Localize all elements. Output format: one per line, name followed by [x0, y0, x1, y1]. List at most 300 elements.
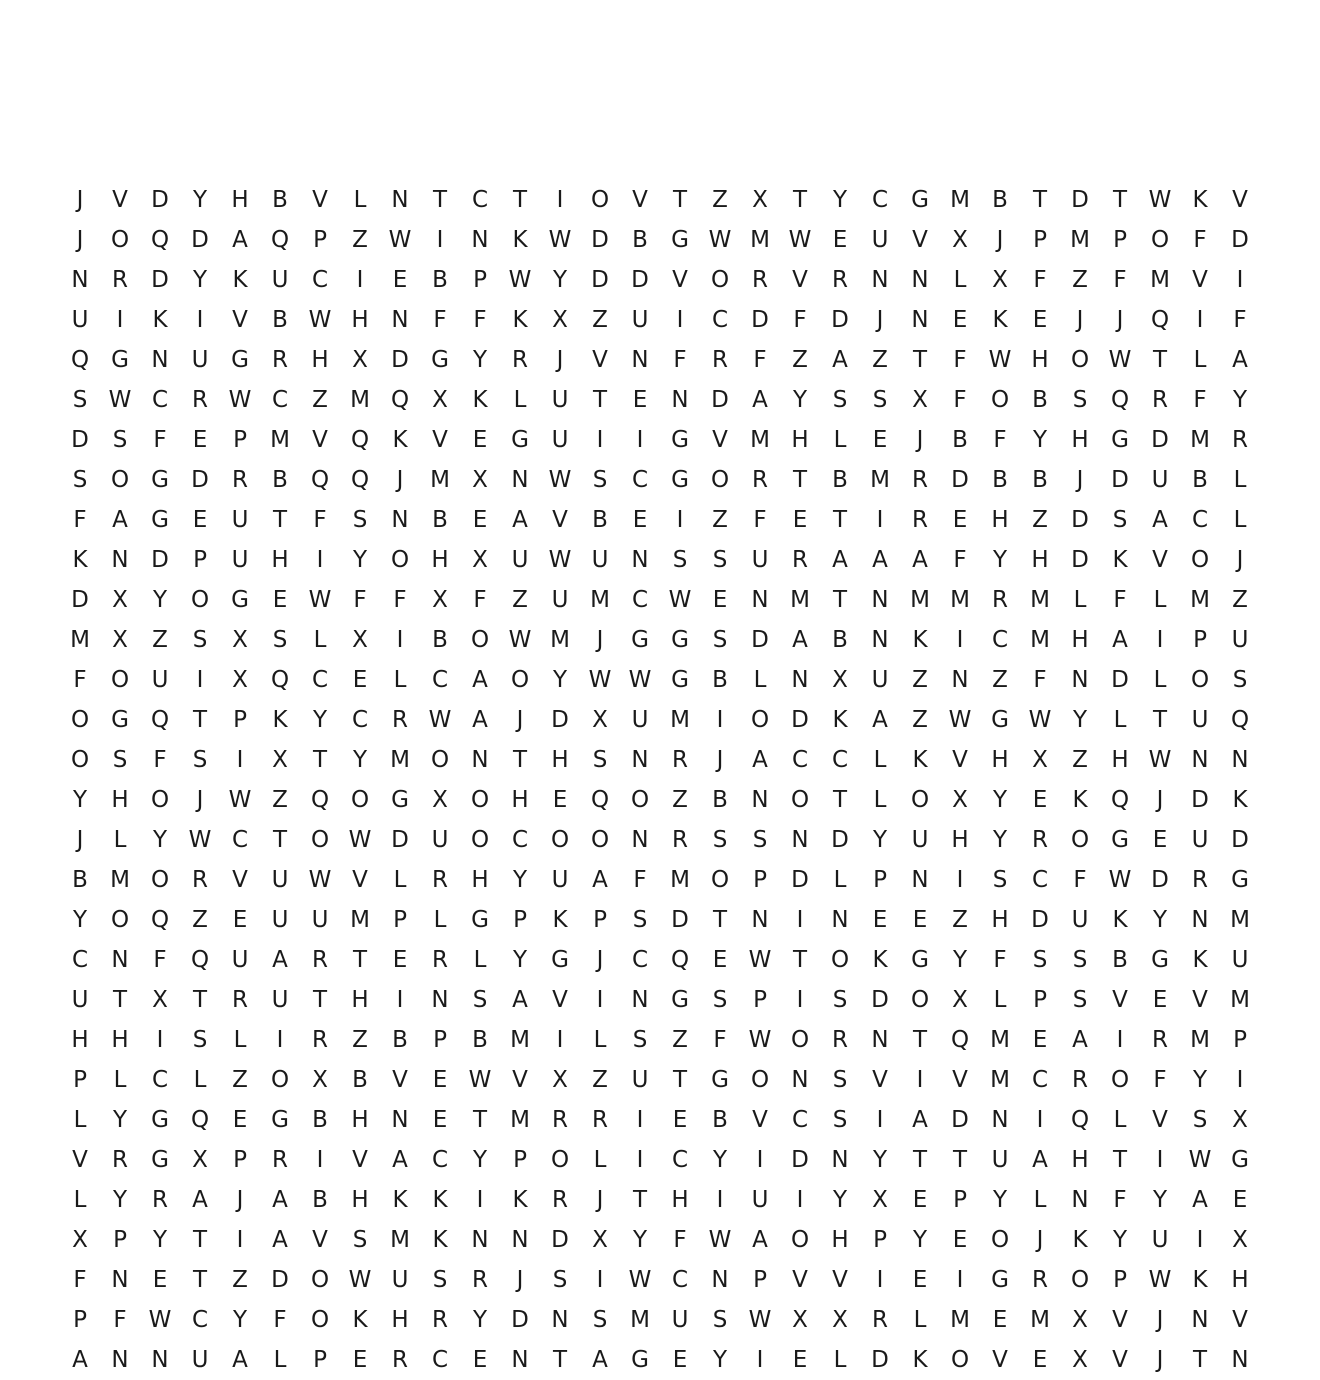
- letter-cell[interactable]: D: [271, 1267, 289, 1293]
- letter-cell[interactable]: A: [1192, 1187, 1208, 1213]
- letter-cell[interactable]: W: [348, 827, 372, 853]
- letter-cell[interactable]: A: [392, 1147, 408, 1173]
- letter-cell[interactable]: X: [592, 1227, 608, 1253]
- letter-cell[interactable]: V: [1112, 1307, 1128, 1333]
- letter-cell[interactable]: S: [632, 907, 648, 933]
- letter-cell[interactable]: D: [1111, 467, 1129, 493]
- letter-cell[interactable]: H: [311, 347, 329, 373]
- letter-cell[interactable]: X: [472, 547, 488, 573]
- letter-cell[interactable]: R: [1192, 867, 1208, 893]
- letter-cell[interactable]: C: [871, 187, 889, 213]
- letter-cell[interactable]: U: [671, 1307, 689, 1333]
- letter-cell[interactable]: Q: [310, 467, 330, 493]
- letter-cell[interactable]: S: [712, 547, 728, 573]
- letter-cell[interactable]: S: [192, 1027, 208, 1053]
- letter-cell[interactable]: L: [753, 667, 767, 693]
- letter-cell[interactable]: W: [508, 627, 532, 653]
- letter-cell[interactable]: K: [72, 547, 88, 573]
- letter-cell[interactable]: Y: [352, 747, 368, 773]
- letter-cell[interactable]: H: [671, 1187, 689, 1213]
- letter-cell[interactable]: J: [76, 227, 84, 253]
- letter-cell[interactable]: H: [1071, 427, 1089, 453]
- letter-cell[interactable]: O: [750, 1067, 770, 1093]
- letter-cell[interactable]: Q: [270, 227, 290, 253]
- letter-cell[interactable]: B: [272, 187, 288, 213]
- letter-cell[interactable]: F: [473, 587, 487, 613]
- letter-cell[interactable]: T: [832, 787, 848, 813]
- letter-cell[interactable]: N: [471, 747, 489, 773]
- letter-cell[interactable]: F: [1073, 867, 1087, 893]
- letter-cell[interactable]: F: [73, 667, 87, 693]
- letter-cell[interactable]: G: [151, 507, 169, 533]
- letter-cell[interactable]: Y: [1152, 907, 1168, 933]
- letter-cell[interactable]: N: [1071, 1187, 1089, 1213]
- letter-cell[interactable]: P: [753, 867, 767, 893]
- letter-cell[interactable]: J: [596, 627, 604, 653]
- letter-cell[interactable]: L: [1153, 667, 1167, 693]
- letter-cell[interactable]: R: [672, 747, 688, 773]
- letter-cell[interactable]: E: [272, 587, 288, 613]
- letter-cell[interactable]: A: [832, 547, 848, 573]
- letter-cell[interactable]: E: [672, 1347, 688, 1373]
- letter-cell[interactable]: Z: [672, 1027, 688, 1053]
- letter-cell[interactable]: A: [472, 667, 488, 693]
- letter-cell[interactable]: O: [190, 587, 210, 613]
- letter-cell[interactable]: Q: [590, 787, 610, 813]
- letter-cell[interactable]: R: [392, 707, 408, 733]
- letter-cell[interactable]: Z: [792, 347, 808, 373]
- letter-cell[interactable]: D: [71, 587, 89, 613]
- letter-cell[interactable]: Z: [192, 907, 208, 933]
- letter-cell[interactable]: V: [1192, 987, 1208, 1013]
- letter-cell[interactable]: V: [752, 1107, 768, 1133]
- letter-cell[interactable]: I: [1236, 267, 1244, 293]
- letter-cell[interactable]: E: [432, 1107, 448, 1133]
- letter-cell[interactable]: Q: [150, 707, 170, 733]
- letter-cell[interactable]: B: [712, 1107, 728, 1133]
- letter-cell[interactable]: E: [232, 1107, 248, 1133]
- letter-cell[interactable]: B: [632, 227, 648, 253]
- letter-cell[interactable]: E: [192, 427, 208, 453]
- letter-cell[interactable]: Z: [712, 507, 728, 533]
- letter-cell[interactable]: M: [670, 707, 690, 733]
- letter-cell[interactable]: L: [1233, 507, 1247, 533]
- letter-cell[interactable]: R: [752, 467, 768, 493]
- letter-cell[interactable]: O: [790, 1227, 810, 1253]
- letter-cell[interactable]: W: [148, 1307, 172, 1333]
- letter-cell[interactable]: F: [953, 547, 967, 573]
- letter-cell[interactable]: T: [792, 467, 808, 493]
- letter-cell[interactable]: B: [1032, 467, 1048, 493]
- letter-cell[interactable]: N: [151, 347, 169, 373]
- letter-cell[interactable]: R: [112, 267, 128, 293]
- letter-cell[interactable]: W: [1108, 867, 1132, 893]
- letter-cell[interactable]: T: [1152, 707, 1168, 733]
- letter-cell[interactable]: Y: [472, 347, 488, 373]
- letter-cell[interactable]: I: [196, 667, 204, 693]
- letter-cell[interactable]: X: [872, 1187, 888, 1213]
- letter-cell[interactable]: I: [196, 307, 204, 333]
- letter-cell[interactable]: N: [431, 987, 449, 1013]
- letter-cell[interactable]: J: [596, 1187, 604, 1213]
- letter-cell[interactable]: Y: [1192, 1067, 1208, 1093]
- letter-cell[interactable]: R: [832, 1027, 848, 1053]
- letter-cell[interactable]: U: [1151, 1227, 1169, 1253]
- letter-cell[interactable]: E: [152, 1267, 168, 1293]
- letter-cell[interactable]: G: [631, 627, 649, 653]
- letter-cell[interactable]: G: [231, 347, 249, 373]
- letter-cell[interactable]: O: [150, 787, 170, 813]
- letter-cell[interactable]: A: [1032, 1147, 1048, 1173]
- letter-cell[interactable]: M: [390, 747, 410, 773]
- letter-cell[interactable]: Y: [112, 1187, 128, 1213]
- letter-cell[interactable]: W: [1188, 1147, 1212, 1173]
- letter-cell[interactable]: P: [513, 907, 527, 933]
- letter-cell[interactable]: M: [350, 907, 370, 933]
- letter-cell[interactable]: S: [472, 987, 488, 1013]
- letter-cell[interactable]: O: [310, 1307, 330, 1333]
- letter-cell[interactable]: L: [273, 1347, 287, 1373]
- letter-cell[interactable]: Q: [190, 947, 210, 973]
- letter-cell[interactable]: Y: [552, 267, 568, 293]
- letter-cell[interactable]: G: [1111, 827, 1129, 853]
- letter-cell[interactable]: A: [1232, 347, 1248, 373]
- letter-cell[interactable]: D: [511, 1307, 529, 1333]
- letter-cell[interactable]: Q: [1150, 307, 1170, 333]
- letter-cell[interactable]: M: [1190, 587, 1210, 613]
- letter-cell[interactable]: X: [112, 587, 128, 613]
- letter-cell[interactable]: T: [1152, 347, 1168, 373]
- letter-cell[interactable]: F: [1033, 267, 1047, 293]
- letter-cell[interactable]: A: [752, 1227, 768, 1253]
- letter-cell[interactable]: G: [151, 1147, 169, 1173]
- letter-cell[interactable]: H: [351, 987, 369, 1013]
- letter-cell[interactable]: P: [953, 1187, 967, 1213]
- letter-cell[interactable]: O: [910, 787, 930, 813]
- letter-cell[interactable]: B: [592, 507, 608, 533]
- letter-cell[interactable]: W: [668, 587, 692, 613]
- letter-cell[interactable]: W: [508, 267, 532, 293]
- letter-cell[interactable]: T: [912, 1027, 928, 1053]
- letter-cell[interactable]: Z: [272, 787, 288, 813]
- letter-cell[interactable]: W: [308, 867, 332, 893]
- letter-cell[interactable]: N: [511, 1347, 529, 1373]
- letter-cell[interactable]: V: [792, 1267, 808, 1293]
- letter-cell[interactable]: N: [871, 587, 889, 613]
- letter-cell[interactable]: N: [791, 1067, 809, 1093]
- letter-cell[interactable]: S: [992, 867, 1008, 893]
- letter-cell[interactable]: S: [352, 507, 368, 533]
- letter-cell[interactable]: V: [1232, 1307, 1248, 1333]
- letter-cell[interactable]: P: [1113, 227, 1127, 253]
- letter-cell[interactable]: U: [231, 947, 249, 973]
- letter-cell[interactable]: W: [468, 1067, 492, 1093]
- letter-cell[interactable]: A: [912, 547, 928, 573]
- letter-cell[interactable]: I: [596, 1267, 604, 1293]
- letter-cell[interactable]: T: [792, 947, 808, 973]
- letter-cell[interactable]: U: [751, 547, 769, 573]
- letter-cell[interactable]: G: [1231, 867, 1249, 893]
- letter-cell[interactable]: L: [1193, 347, 1207, 373]
- letter-cell[interactable]: P: [753, 1267, 767, 1293]
- letter-cell[interactable]: N: [511, 1227, 529, 1253]
- letter-cell[interactable]: T: [552, 1347, 568, 1373]
- letter-cell[interactable]: H: [1231, 1267, 1249, 1293]
- letter-cell[interactable]: D: [711, 387, 729, 413]
- letter-cell[interactable]: J: [1156, 787, 1164, 813]
- letter-cell[interactable]: W: [628, 667, 652, 693]
- letter-cell[interactable]: J: [876, 307, 884, 333]
- letter-cell[interactable]: M: [1030, 587, 1050, 613]
- letter-cell[interactable]: C: [191, 1307, 209, 1333]
- letter-cell[interactable]: P: [313, 1347, 327, 1373]
- letter-cell[interactable]: N: [911, 867, 929, 893]
- letter-cell[interactable]: J: [1036, 1227, 1044, 1253]
- letter-cell[interactable]: E: [472, 427, 488, 453]
- letter-cell[interactable]: R: [1032, 827, 1048, 853]
- letter-cell[interactable]: X: [232, 627, 248, 653]
- letter-cell[interactable]: K: [1232, 787, 1248, 813]
- letter-cell[interactable]: K: [432, 1187, 448, 1213]
- letter-cell[interactable]: L: [353, 187, 367, 213]
- letter-cell[interactable]: X: [952, 787, 968, 813]
- letter-cell[interactable]: X: [552, 307, 568, 333]
- letter-cell[interactable]: I: [156, 1027, 164, 1053]
- letter-cell[interactable]: E: [632, 387, 648, 413]
- letter-cell[interactable]: E: [1032, 1027, 1048, 1053]
- letter-cell[interactable]: Z: [872, 347, 888, 373]
- letter-cell[interactable]: N: [1191, 907, 1209, 933]
- letter-cell[interactable]: U: [1191, 707, 1209, 733]
- letter-cell[interactable]: G: [671, 467, 689, 493]
- letter-cell[interactable]: G: [151, 1107, 169, 1133]
- letter-cell[interactable]: O: [310, 827, 330, 853]
- letter-cell[interactable]: Q: [1110, 787, 1130, 813]
- letter-cell[interactable]: G: [1231, 1147, 1249, 1173]
- letter-cell[interactable]: P: [73, 1307, 87, 1333]
- letter-cell[interactable]: Y: [472, 1307, 488, 1333]
- letter-cell[interactable]: A: [232, 227, 248, 253]
- letter-cell[interactable]: Y: [632, 1227, 648, 1253]
- letter-cell[interactable]: D: [951, 1107, 969, 1133]
- letter-cell[interactable]: H: [951, 827, 969, 853]
- letter-cell[interactable]: F: [633, 867, 647, 893]
- letter-cell[interactable]: M: [1030, 1307, 1050, 1333]
- letter-cell[interactable]: R: [552, 1187, 568, 1213]
- letter-cell[interactable]: F: [393, 587, 407, 613]
- letter-cell[interactable]: X: [952, 987, 968, 1013]
- letter-cell[interactable]: H: [991, 747, 1009, 773]
- letter-cell[interactable]: C: [431, 1147, 449, 1173]
- letter-cell[interactable]: U: [631, 1067, 649, 1093]
- letter-cell[interactable]: O: [110, 667, 130, 693]
- letter-cell[interactable]: Q: [670, 947, 690, 973]
- letter-cell[interactable]: E: [952, 1227, 968, 1253]
- letter-cell[interactable]: C: [151, 1067, 169, 1093]
- letter-cell[interactable]: D: [191, 467, 209, 493]
- letter-cell[interactable]: R: [592, 1107, 608, 1133]
- letter-cell[interactable]: M: [750, 427, 770, 453]
- letter-cell[interactable]: Q: [1070, 1107, 1090, 1133]
- letter-cell[interactable]: S: [712, 1307, 728, 1333]
- letter-cell[interactable]: D: [831, 307, 849, 333]
- letter-cell[interactable]: D: [1231, 227, 1249, 253]
- letter-cell[interactable]: I: [716, 707, 724, 733]
- letter-cell[interactable]: N: [831, 1147, 849, 1173]
- letter-cell[interactable]: P: [873, 1227, 887, 1253]
- letter-cell[interactable]: E: [832, 227, 848, 253]
- letter-cell[interactable]: V: [232, 867, 248, 893]
- letter-cell[interactable]: C: [71, 947, 89, 973]
- letter-cell[interactable]: Y: [1072, 707, 1088, 733]
- letter-cell[interactable]: Y: [232, 1307, 248, 1333]
- letter-cell[interactable]: U: [311, 907, 329, 933]
- letter-cell[interactable]: T: [912, 347, 928, 373]
- letter-cell[interactable]: T: [472, 1107, 488, 1133]
- letter-cell[interactable]: A: [1152, 507, 1168, 533]
- letter-cell[interactable]: S: [112, 747, 128, 773]
- letter-cell[interactable]: U: [191, 347, 209, 373]
- letter-cell[interactable]: M: [1230, 987, 1250, 1013]
- letter-cell[interactable]: Z: [1232, 587, 1248, 613]
- letter-cell[interactable]: V: [392, 1067, 408, 1093]
- letter-cell[interactable]: Y: [152, 827, 168, 853]
- letter-cell[interactable]: O: [550, 827, 570, 853]
- letter-cell[interactable]: N: [511, 467, 529, 493]
- letter-cell[interactable]: D: [1231, 827, 1249, 853]
- letter-cell[interactable]: R: [232, 987, 248, 1013]
- letter-cell[interactable]: U: [551, 587, 569, 613]
- letter-cell[interactable]: T: [912, 1147, 928, 1173]
- letter-cell[interactable]: E: [872, 427, 888, 453]
- letter-cell[interactable]: I: [636, 427, 644, 453]
- letter-cell[interactable]: L: [833, 427, 847, 453]
- letter-cell[interactable]: J: [916, 427, 924, 453]
- letter-cell[interactable]: R: [712, 347, 728, 373]
- letter-cell[interactable]: K: [432, 1227, 448, 1253]
- letter-cell[interactable]: D: [791, 707, 809, 733]
- letter-cell[interactable]: C: [831, 747, 849, 773]
- letter-cell[interactable]: A: [192, 1187, 208, 1213]
- letter-cell[interactable]: A: [592, 867, 608, 893]
- letter-cell[interactable]: V: [1112, 987, 1128, 1013]
- letter-cell[interactable]: I: [796, 907, 804, 933]
- letter-cell[interactable]: I: [1156, 1147, 1164, 1173]
- letter-cell[interactable]: N: [671, 387, 689, 413]
- letter-cell[interactable]: O: [110, 467, 130, 493]
- letter-cell[interactable]: O: [510, 667, 530, 693]
- letter-cell[interactable]: W: [588, 667, 612, 693]
- letter-cell[interactable]: R: [472, 1267, 488, 1293]
- letter-cell[interactable]: Y: [912, 1227, 928, 1253]
- letter-cell[interactable]: M: [430, 467, 450, 493]
- letter-cell[interactable]: F: [713, 1027, 727, 1053]
- letter-cell[interactable]: D: [391, 827, 409, 853]
- letter-cell[interactable]: C: [791, 747, 809, 773]
- letter-cell[interactable]: O: [390, 547, 410, 573]
- letter-cell[interactable]: X: [592, 707, 608, 733]
- letter-cell[interactable]: M: [910, 587, 930, 613]
- letter-cell[interactable]: U: [271, 987, 289, 1013]
- letter-cell[interactable]: S: [272, 627, 288, 653]
- letter-cell[interactable]: D: [1031, 907, 1049, 933]
- letter-cell[interactable]: C: [1031, 1067, 1049, 1093]
- letter-cell[interactable]: O: [470, 827, 490, 853]
- letter-cell[interactable]: F: [673, 347, 687, 373]
- letter-cell[interactable]: M: [670, 867, 690, 893]
- letter-cell[interactable]: F: [353, 587, 367, 613]
- letter-cell[interactable]: I: [436, 227, 444, 253]
- letter-cell[interactable]: T: [312, 747, 328, 773]
- letter-cell[interactable]: E: [1032, 787, 1048, 813]
- letter-cell[interactable]: K: [992, 307, 1008, 333]
- letter-cell[interactable]: A: [232, 1347, 248, 1373]
- letter-cell[interactable]: S: [1232, 667, 1248, 693]
- letter-cell[interactable]: C: [511, 827, 529, 853]
- letter-cell[interactable]: X: [312, 1067, 328, 1093]
- letter-cell[interactable]: U: [1071, 907, 1089, 933]
- letter-cell[interactable]: S: [712, 827, 728, 853]
- letter-cell[interactable]: D: [151, 547, 169, 573]
- letter-cell[interactable]: G: [231, 587, 249, 613]
- letter-cell[interactable]: M: [950, 587, 970, 613]
- letter-cell[interactable]: V: [1152, 547, 1168, 573]
- letter-cell[interactable]: X: [192, 1147, 208, 1173]
- letter-cell[interactable]: Y: [192, 187, 208, 213]
- letter-cell[interactable]: X: [792, 1307, 808, 1333]
- letter-cell[interactable]: H: [1111, 747, 1129, 773]
- letter-cell[interactable]: D: [751, 307, 769, 333]
- letter-cell[interactable]: I: [596, 987, 604, 1013]
- letter-cell[interactable]: L: [1153, 587, 1167, 613]
- letter-cell[interactable]: W: [708, 227, 732, 253]
- letter-cell[interactable]: J: [236, 1187, 244, 1213]
- letter-cell[interactable]: C: [631, 467, 649, 493]
- letter-cell[interactable]: T: [1112, 187, 1128, 213]
- letter-cell[interactable]: F: [993, 947, 1007, 973]
- letter-cell[interactable]: S: [112, 427, 128, 453]
- letter-cell[interactable]: H: [1031, 347, 1049, 373]
- letter-cell[interactable]: T: [632, 1187, 648, 1213]
- letter-cell[interactable]: N: [631, 547, 649, 573]
- letter-cell[interactable]: B: [432, 267, 448, 293]
- letter-cell[interactable]: B: [272, 467, 288, 493]
- letter-cell[interactable]: X: [912, 387, 928, 413]
- letter-cell[interactable]: C: [431, 667, 449, 693]
- letter-cell[interactable]: N: [551, 1307, 569, 1333]
- letter-cell[interactable]: Y: [512, 867, 528, 893]
- letter-cell[interactable]: D: [71, 427, 89, 453]
- letter-cell[interactable]: V: [1232, 187, 1248, 213]
- letter-cell[interactable]: K: [1072, 787, 1088, 813]
- letter-cell[interactable]: D: [831, 827, 849, 853]
- letter-cell[interactable]: X: [1232, 1227, 1248, 1253]
- letter-cell[interactable]: V: [952, 747, 968, 773]
- letter-cell[interactable]: Y: [552, 667, 568, 693]
- letter-cell[interactable]: Y: [1112, 1227, 1128, 1253]
- letter-cell[interactable]: V: [512, 1067, 528, 1093]
- letter-cell[interactable]: D: [391, 347, 409, 373]
- letter-cell[interactable]: D: [151, 267, 169, 293]
- letter-cell[interactable]: N: [71, 267, 89, 293]
- letter-cell[interactable]: C: [671, 1147, 689, 1173]
- letter-cell[interactable]: K: [512, 1187, 528, 1213]
- letter-cell[interactable]: H: [391, 1307, 409, 1333]
- letter-cell[interactable]: S: [832, 1107, 848, 1133]
- letter-cell[interactable]: T: [512, 747, 528, 773]
- letter-cell[interactable]: O: [790, 1027, 810, 1053]
- letter-cell[interactable]: U: [271, 267, 289, 293]
